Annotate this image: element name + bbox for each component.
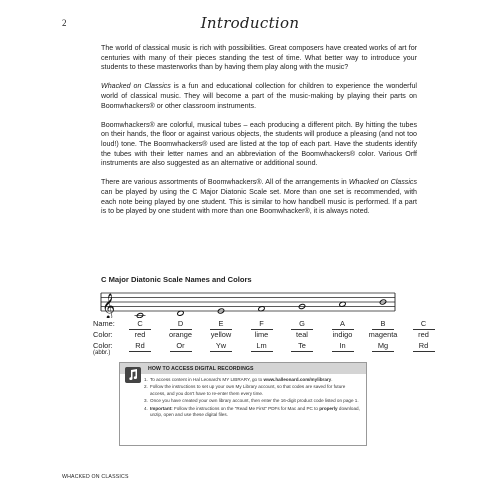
music-staff (99, 288, 399, 318)
info-item-text: download, unzip, open and use these digital files. (150, 405, 360, 418)
note-color-text: yellow (210, 330, 232, 339)
note-color (199, 330, 243, 339)
note-name (199, 319, 243, 330)
note-name-text: C (129, 319, 151, 330)
note-color (159, 330, 203, 339)
note-name (159, 319, 203, 330)
note-abbr (199, 341, 243, 352)
note-abbr (361, 341, 405, 352)
note-abbr-text: Yw (210, 341, 232, 352)
info-item-text: To access content in Hal Leonard's MY LIBRARY, go to (150, 377, 264, 382)
note-abbr-text: Rd (129, 341, 151, 352)
note-name-text: F (251, 319, 273, 330)
paragraph (101, 178, 417, 216)
note-name (402, 319, 446, 330)
paragraph (101, 82, 417, 111)
music-download-icon (125, 367, 141, 383)
info-item-text: Follow the instructions on the "Read Me First" PDFs for Mac and PC to (172, 405, 320, 411)
treble-clef-icon: 𝄞 (102, 294, 116, 318)
note-abbr-text: Mg (372, 341, 394, 352)
paragraph-text: Boomwhackers® are colorful, musical tubes – each producing a different pitch. By hitting the tubes on their hands, the floor or against various objects, the students will produce a pleasing (and not too loud!) tone. The Boomwhackers® used are listed at the top of each part. Have the students identify the tubes with their letter names and an abbreviation of the Boomwhackers® color. Various Orff instruments are also suggested as an alternative or additional sound. (101, 120, 417, 168)
note-abbr (402, 341, 446, 352)
note-abbr (280, 341, 324, 352)
note-name (321, 319, 365, 330)
note-color (361, 330, 405, 339)
note-abbr-text: Te (291, 341, 313, 352)
note-color-text: lime (254, 330, 269, 339)
note-name-text: A (332, 319, 354, 330)
note-abbr (118, 341, 162, 352)
staff-lines (101, 293, 395, 311)
note-color (321, 330, 365, 339)
note-abbr (321, 341, 365, 352)
note-abbr-text: In (332, 341, 354, 352)
note-color-text: indigo (332, 330, 353, 339)
note-color (118, 330, 162, 339)
info-item-number: 2. (144, 384, 148, 390)
info-item-text: Important: (150, 405, 173, 411)
info-item-number: 3. (144, 398, 148, 404)
staff-notes (135, 297, 400, 318)
note-name-text: E (210, 319, 232, 330)
paragraph-text: on Classics (378, 178, 417, 187)
info-item-number: 4. (144, 405, 148, 411)
note-color (402, 330, 446, 339)
note-name-text: G (291, 319, 313, 330)
note-name (280, 319, 324, 330)
paragraph-text: Whacked (348, 178, 379, 187)
scale-chart-title: C Major Diatonic Scale Names and Colors (101, 275, 252, 284)
paragraph-text: is a fun and educational collection for children to experience the wonderful world of classical music. They will become a part of the music-making by playing their parts on Boomwhackers® or other classroom instruments. (101, 82, 417, 110)
paragraph-text: The world of classical music is rich with possibilities. Great composers have created works of art for centuries with many of their pieces standing the test of time. What better way to introduce your students to these masterworks than by having them play along with the music? (101, 44, 417, 72)
note-color (280, 330, 324, 339)
digital-recordings-box (119, 362, 367, 446)
info-item-text: Once you have created your own library account, then enter the 16-digit product code listed on page 1. (150, 398, 359, 404)
info-box-title: HOW TO ACCESS DIGITAL RECORDINGS (148, 365, 254, 372)
note-color (240, 330, 284, 339)
note-name (240, 319, 284, 330)
paragraph-text: Whacked on Classics (101, 82, 171, 91)
abbr-sub-label: (abbr.) (93, 350, 111, 356)
note-color-text: red (134, 330, 146, 339)
note-name-text: B (372, 319, 394, 330)
info-item-number: 1. (144, 377, 148, 382)
info-item-text: properly (319, 405, 338, 411)
note-color-text: red (418, 330, 429, 339)
footer: WHACKED ON CLASSICS (62, 474, 129, 480)
info-item (144, 384, 362, 397)
info-item (144, 398, 362, 404)
body-text (101, 44, 417, 226)
page-title: Introduction (200, 14, 300, 32)
note-abbr-text: Or (170, 341, 192, 352)
note-abbr-text: Lm (251, 341, 273, 352)
paragraph (101, 44, 417, 73)
info-item-text: Follow the instructions to set up your own My Library account, so that codes are saved for future access, and you don't have to re-enter them every time. (150, 384, 346, 396)
abbr-label: Color: (93, 341, 113, 350)
name-label: Name: (93, 319, 115, 328)
note-name-text: D (170, 319, 192, 330)
note-name-text: C (413, 319, 435, 330)
paragraph-text: can be played by using the C Major Diatonic Scale set. More than one set is recommended, with each note being played by one student. This is similar to how handbell music is performed. If a part is to be played by one student with more than one Boomwhacker®, it is always noted. (101, 187, 417, 216)
note-abbr (240, 341, 284, 352)
note-color-text: magenta (368, 330, 398, 339)
note-name (118, 319, 162, 330)
note-name (361, 319, 405, 330)
info-item (144, 377, 362, 383)
info-item (144, 406, 362, 419)
info-box-list (144, 377, 362, 419)
page-number: 2 (62, 18, 67, 28)
info-item-text: www.halleonard.com/mylibrary (263, 377, 332, 382)
info-item-text: . (331, 377, 333, 382)
note-color-text: teal (296, 330, 308, 339)
color-label: Color: (93, 330, 113, 339)
paragraph (101, 121, 417, 169)
note-color-text: orange (168, 330, 192, 339)
paragraph-text: There are various assortments of Boomwhackers®. All of the arrangements in (101, 178, 349, 187)
note-abbr (159, 341, 203, 352)
note-abbr-text: Rd (413, 341, 435, 352)
